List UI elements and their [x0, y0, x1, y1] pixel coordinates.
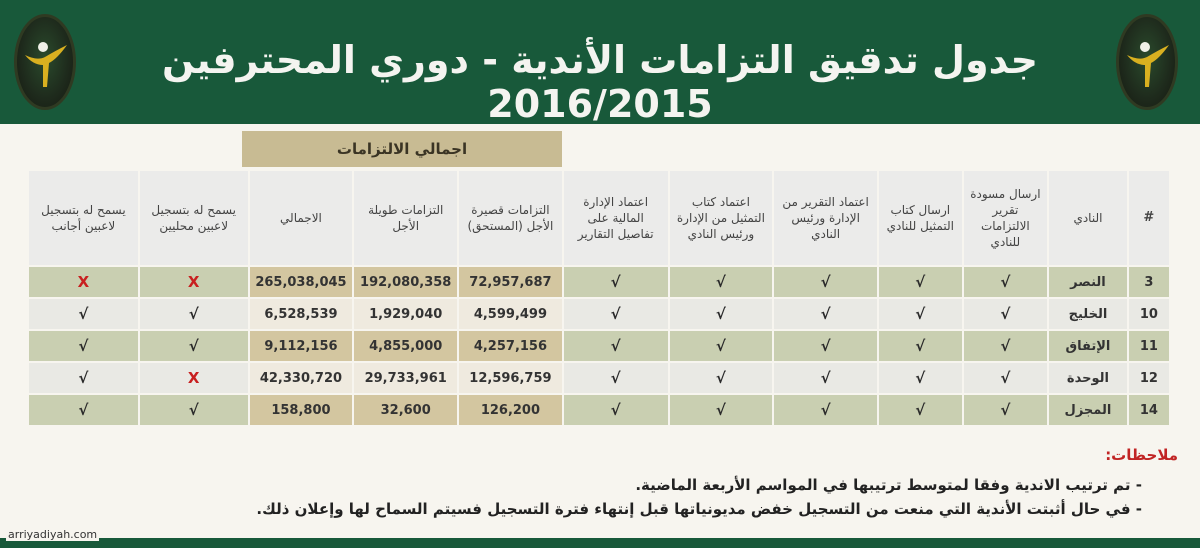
check-icon: √	[915, 273, 926, 291]
total-obligations-group-header: اجمالي الالتزامات	[242, 131, 562, 167]
draft-sent-cell	[964, 299, 1048, 329]
check-icon: √	[610, 369, 621, 387]
check-icon: √	[715, 401, 726, 419]
check-icon: √	[820, 369, 831, 387]
check-icon: √	[820, 337, 831, 355]
letter-approved-cell	[670, 299, 773, 329]
note-item: - تم ترتيب الاندية وفقا لمتوسط ترتيبها في المواسم الأربعة الماضية.	[635, 476, 1142, 494]
cross-icon: X	[187, 273, 200, 291]
check-icon: √	[915, 369, 926, 387]
table-row	[29, 267, 1169, 297]
report-approved-cell	[774, 363, 877, 393]
column-header: ارسال كتاب التمثيل للنادي	[879, 171, 962, 265]
foreign-players-cell	[29, 299, 138, 329]
watermark: arriyadiyah.com	[8, 528, 98, 541]
table-row	[29, 331, 1169, 361]
letter-approved-cell	[670, 363, 773, 393]
draft-sent-cell	[964, 395, 1048, 425]
check-icon: √	[188, 337, 199, 355]
foreign-players-cell	[29, 363, 138, 393]
check-icon: √	[1000, 369, 1011, 387]
local-players-cell	[140, 267, 248, 297]
check-icon: √	[715, 305, 726, 323]
rank-cell: 3	[1129, 267, 1169, 297]
club-cell: النصر	[1049, 267, 1127, 297]
club-cell: الخليج	[1049, 299, 1127, 329]
total-cell: 6,528,539	[250, 299, 353, 329]
check-icon: √	[188, 401, 199, 419]
check-icon: √	[1000, 273, 1011, 291]
local-players-cell	[140, 395, 248, 425]
letter-approved-cell	[670, 331, 773, 361]
local-players-cell	[140, 363, 248, 393]
compliance-table	[27, 169, 1171, 427]
check-icon: √	[610, 337, 621, 355]
footer-bar	[0, 538, 1200, 548]
column-header: #	[1129, 171, 1169, 265]
letter-sent-cell	[879, 299, 962, 329]
short-term-cell: 4,257,156	[459, 331, 562, 361]
foreign-players-cell	[29, 331, 138, 361]
check-icon: √	[610, 305, 621, 323]
check-icon: √	[1000, 337, 1011, 355]
club-cell: الإتفاق	[1049, 331, 1127, 361]
table-row	[29, 395, 1169, 425]
long-term-cell: 29,733,961	[354, 363, 457, 393]
rank-cell: 12	[1129, 363, 1169, 393]
header-banner	[0, 0, 1200, 124]
check-icon: √	[820, 401, 831, 419]
column-header: ارسال مسودة تقرير الالتزامات للنادي	[964, 171, 1048, 265]
club-cell: الوحدة	[1049, 363, 1127, 393]
report-approved-cell	[774, 267, 877, 297]
table-row	[29, 363, 1169, 393]
cross-icon: X	[187, 369, 200, 387]
letter-sent-cell	[879, 267, 962, 297]
long-term-cell: 32,600	[354, 395, 457, 425]
letter-approved-cell	[670, 395, 773, 425]
notes-title: ملاحظات:	[1105, 446, 1178, 464]
rank-cell: 14	[1129, 395, 1169, 425]
check-icon: √	[820, 305, 831, 323]
foreign-players-cell	[29, 395, 138, 425]
table-header-row	[29, 171, 1169, 265]
total-cell: 9,112,156	[250, 331, 353, 361]
foreign-players-cell	[29, 267, 138, 297]
report-approved-cell	[774, 331, 877, 361]
column-header: يسمح له بتسجيل لاعبين أجانب	[29, 171, 138, 265]
rank-cell: 10	[1129, 299, 1169, 329]
finance-approved-cell	[564, 331, 668, 361]
local-players-cell	[140, 331, 248, 361]
check-icon: √	[715, 369, 726, 387]
draft-sent-cell	[964, 267, 1048, 297]
column-header: التزامات قصيرة الأجل (المستحق)	[459, 171, 562, 265]
check-icon: √	[188, 305, 199, 323]
draft-sent-cell	[964, 331, 1048, 361]
check-icon: √	[915, 401, 926, 419]
check-icon: √	[1000, 305, 1011, 323]
letter-sent-cell	[879, 395, 962, 425]
local-players-cell	[140, 299, 248, 329]
club-cell: المجزل	[1049, 395, 1127, 425]
check-icon: √	[915, 305, 926, 323]
check-icon: √	[820, 273, 831, 291]
check-icon: √	[610, 401, 621, 419]
report-approved-cell	[774, 299, 877, 329]
rank-cell: 11	[1129, 331, 1169, 361]
total-cell: 42,330,720	[250, 363, 353, 393]
finance-approved-cell	[564, 363, 668, 393]
column-header: اعتماد الإدارة المالية على تفاصيل التقارير	[564, 171, 668, 265]
total-cell: 265,038,045	[250, 267, 353, 297]
letter-approved-cell	[670, 267, 773, 297]
check-icon: √	[78, 337, 89, 355]
check-icon: √	[610, 273, 621, 291]
page-title: جدول تدقيق التزامات الأندية - دوري المحترفين 2016/2015	[162, 38, 1038, 126]
league-logo-icon	[1116, 14, 1178, 110]
league-logo-icon	[14, 14, 76, 110]
draft-sent-cell	[964, 363, 1048, 393]
note-item: - في حال أثبتت الأندية التي منعت من التسجيل خفض مديونياتها قبل إنتهاء فترة التسجيل فسيتم السماح لها وإعلان ذلك.	[256, 500, 1142, 518]
total-cell: 158,800	[250, 395, 353, 425]
finance-approved-cell	[564, 395, 668, 425]
check-icon: √	[78, 401, 89, 419]
short-term-cell: 126,200	[459, 395, 562, 425]
short-term-cell: 12,596,759	[459, 363, 562, 393]
check-icon: √	[715, 273, 726, 291]
long-term-cell: 1,929,040	[354, 299, 457, 329]
finance-approved-cell	[564, 267, 668, 297]
table-row	[29, 299, 1169, 329]
column-header: اعتماد كتاب التمثيل من الإدارة ورئيس النادي	[670, 171, 773, 265]
cross-icon: X	[77, 273, 90, 291]
check-icon: √	[78, 369, 89, 387]
column-header: الاجمالي	[250, 171, 353, 265]
check-icon: √	[78, 305, 89, 323]
column-header: التزامات طويلة الأجل	[354, 171, 457, 265]
column-header: النادي	[1049, 171, 1127, 265]
check-icon: √	[1000, 401, 1011, 419]
letter-sent-cell	[879, 331, 962, 361]
long-term-cell: 192,080,358	[354, 267, 457, 297]
column-header: يسمح له بتسجيل لاعبين محليين	[140, 171, 248, 265]
column-header: اعتماد التقرير من الإدارة ورئيس النادي	[774, 171, 877, 265]
short-term-cell: 4,599,499	[459, 299, 562, 329]
long-term-cell: 4,855,000	[354, 331, 457, 361]
check-icon: √	[715, 337, 726, 355]
check-icon: √	[915, 337, 926, 355]
letter-sent-cell	[879, 363, 962, 393]
short-term-cell: 72,957,687	[459, 267, 562, 297]
report-approved-cell	[774, 395, 877, 425]
finance-approved-cell	[564, 299, 668, 329]
